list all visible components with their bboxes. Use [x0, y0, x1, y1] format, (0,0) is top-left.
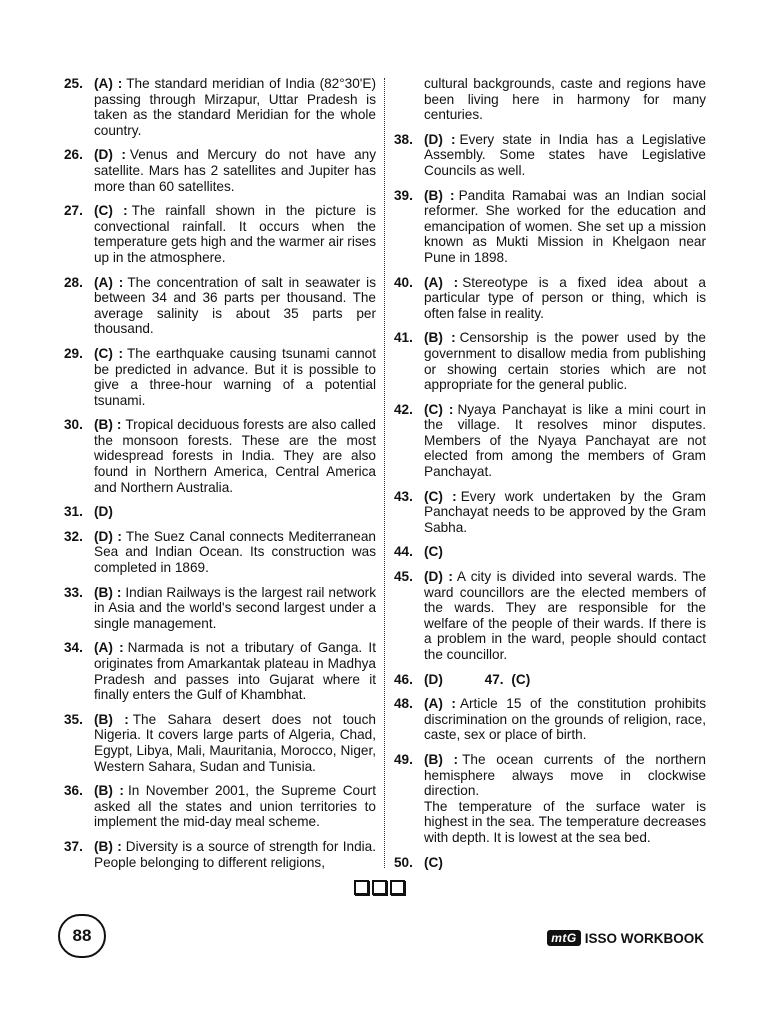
- explanation: The ocean currents of the northern hemisphere always move in clockwise direction.: [424, 751, 706, 799]
- end-marker: [354, 880, 405, 895]
- answer-option: (D) :: [94, 147, 126, 163]
- question-number: 47.: [484, 671, 504, 687]
- answer-option: (C) :: [424, 488, 457, 504]
- explanation: Nyaya Panchayat is like a mini court in the village. It resolves minor disputes. Members of the Nyaya Panchayat are not elected from among the members of Gram Panchayat.: [424, 401, 706, 480]
- square-icon: [372, 880, 387, 895]
- answer-29: [64, 346, 376, 408]
- explanation: Diversity is a source of strength for India. People belonging to different religions,: [94, 838, 376, 870]
- square-icon: [390, 880, 405, 895]
- explanation: Every work undertaken by the Gram Panchayat needs to be approved by the Gram Sabha.: [424, 488, 706, 535]
- question-number: 43.: [394, 488, 413, 504]
- answer-44: [394, 544, 706, 560]
- answer-30: [64, 417, 376, 495]
- answer-28: [64, 275, 376, 337]
- answer-option: (B) :: [94, 711, 129, 727]
- page-number: 88: [58, 914, 106, 958]
- answer-option: (D): [94, 504, 113, 520]
- question-number: 30.: [64, 417, 83, 433]
- explanation: The Suez Canal connects Mediterranean Sea and Indian Ocean. Its construction was completed in 1869.: [94, 528, 376, 576]
- question-number: 50.: [394, 854, 413, 870]
- answer-option: (D) :: [424, 131, 456, 147]
- answer-26: [64, 147, 376, 194]
- question-number: 34.: [64, 640, 83, 656]
- answer-45: [394, 569, 706, 663]
- brand-logo: mtG: [547, 930, 581, 946]
- answer-32: [64, 529, 376, 576]
- question-number: 35.: [64, 711, 83, 727]
- explanation: In November 2001, the Supreme Court asked all the states and union territories to implement the mid-day meal scheme.: [94, 783, 376, 830]
- question-number: 28.: [64, 274, 83, 290]
- question-number: 26.: [64, 147, 83, 163]
- answer-option: (D) :: [424, 569, 453, 585]
- answer-46-47: [394, 672, 706, 688]
- answer-option: (D): [424, 671, 443, 687]
- explanation: The earthquake causing tsunami cannot be predicted in advance. But it is possible to give a three-hour warning of a potential tsunami.: [94, 345, 376, 408]
- column-divider: [384, 78, 385, 868]
- question-number: 45.: [394, 569, 413, 585]
- explanation: The rainfall shown in the picture is convectional rainfall. It occurs when the temperature gets high and the warmer air rises up in the atmosphere.: [94, 203, 376, 265]
- left-column: [64, 76, 376, 879]
- answer-40: [394, 275, 706, 322]
- question-number: 27.: [64, 203, 83, 219]
- explanation: The standard meridian of India (82°30'E) passing through Mirzapur, Uttar Pradesh is taken as the standard Meridian for the whole country.: [94, 76, 376, 138]
- question-number: 36.: [64, 783, 83, 799]
- answer-option: (C) :: [94, 203, 128, 219]
- explanation: A city is divided into several wards. The ward councillors are the elected members of the wards. They are responsible for the welfare of the people of their wards. If there is a problem in the ward, people should contact the councillor.: [424, 569, 706, 662]
- answer-34: [64, 640, 376, 702]
- answer-35: [64, 712, 376, 774]
- answer-option: (C): [511, 671, 531, 687]
- answer-option: (B) :: [94, 417, 122, 433]
- answer-option: (B) :: [424, 751, 459, 767]
- answer-option: (C) :: [94, 345, 123, 361]
- answer-48: [394, 696, 706, 743]
- right-column: [394, 76, 706, 879]
- answer-31: [64, 504, 376, 520]
- answer-50: [394, 855, 706, 871]
- question-number: 49.: [394, 751, 413, 767]
- answer-option: (A) :: [94, 640, 124, 656]
- explanation: Stereotype is a fixed idea about a particular type of person or thing, which is often false in reality.: [424, 274, 706, 321]
- question-number: 32.: [64, 528, 83, 544]
- question-number: 41.: [394, 330, 413, 346]
- answer-37: [64, 839, 376, 870]
- answer-42: [394, 402, 706, 480]
- question-number: 25.: [64, 76, 83, 91]
- question-number: 39.: [394, 187, 413, 203]
- answer-25: [64, 76, 376, 138]
- explanation: Pandita Ramabai was an Indian social reformer. She worked for the education and emancipation of women. She set up a mission known as Mukti Mission in Khelgaon near Pune in 1898.: [424, 187, 706, 265]
- explanation: The concentration of salt in seawater is between 34 and 36 parts per thousand. The average salinity is about 35 parts per thousand.: [94, 274, 376, 337]
- explanation: Indian Railways is the largest rail network in Asia and the world's second largest under a single management.: [94, 584, 376, 631]
- answer-option: (C): [424, 544, 443, 560]
- square-icon: [354, 880, 369, 895]
- question-number: 40.: [394, 274, 413, 290]
- explanation: Censorship is the power used by the government to disallow media from publishing or showing certain stories which are not appropriate for the general public.: [424, 330, 706, 393]
- footer-brand: [547, 930, 704, 946]
- answer-option: (B) :: [424, 330, 456, 346]
- answer-option: (A) :: [424, 274, 459, 290]
- question-number: 38.: [394, 131, 413, 147]
- question-number: 48.: [394, 696, 413, 712]
- answer-option: (B) :: [94, 783, 124, 799]
- explanation: Tropical deciduous forests are also called the monsoon forests. These are the most widespread forests in India. They are also found in Northern America, Central America and Northern Australia.: [94, 417, 376, 495]
- answer-27: [64, 203, 376, 265]
- answer-option: (C): [424, 854, 443, 870]
- question-number: 33.: [64, 584, 83, 600]
- question-number: 46.: [394, 671, 413, 687]
- answer-49: [394, 752, 706, 799]
- answer-33: [64, 585, 376, 632]
- answer-option: (A) :: [424, 696, 456, 712]
- question-number: 42.: [394, 401, 413, 417]
- answer-36: [64, 783, 376, 830]
- answer-49-continuation: The temperature of the surface water is highest in the sea. The temperature decreases with depth. It is lowest at the sea bed.: [424, 798, 706, 845]
- answer-option: (A) :: [94, 76, 123, 91]
- question-number: 29.: [64, 345, 83, 361]
- answer-41: [394, 330, 706, 392]
- answer-43: [394, 489, 706, 536]
- question-number: 44.: [394, 544, 413, 560]
- answer-option: (D) :: [94, 528, 122, 544]
- answer-option: (B) :: [424, 187, 455, 203]
- answer-option: (C) :: [424, 401, 454, 417]
- answer-39: [394, 188, 706, 266]
- answer-37-continuation: cultural backgrounds, caste and regions have been living here in harmony for many centuries.: [424, 76, 706, 123]
- explanation: Every state in India has a Legislative Assembly. Some states have Legislative Councils as well.: [424, 131, 706, 178]
- answer-option: (B) :: [94, 584, 122, 600]
- explanation: Narmada is not a tributary of Ganga. It originates from Amarkantak plateau in Madhya Pradesh and passes into Gujarat where it finally enters the Gulf of Khambhat.: [94, 640, 376, 703]
- explanation: The Sahara desert does not touch Nigeria. It covers large parts of Algeria, Chad, Egypt, Libya, Mali, Mauritania, Morocco, Niger, Western Sahara, Sudan and Tunisia.: [94, 711, 376, 774]
- answer-option: (B) :: [94, 838, 122, 854]
- question-number: 31.: [64, 504, 83, 520]
- explanation: Article 15 of the constitution prohibits discrimination on the grounds of religion, race, caste, sex or place of birth.: [424, 696, 706, 743]
- question-number: 37.: [64, 838, 83, 854]
- explanation: Venus and Mercury do not have any satellite. Mars has 2 satellites and Jupiter has more than 60 satellites.: [94, 147, 376, 194]
- brand-title: ISSO WORKBOOK: [584, 930, 704, 946]
- answer-38: [394, 132, 706, 179]
- answer-option: (A) :: [94, 274, 124, 290]
